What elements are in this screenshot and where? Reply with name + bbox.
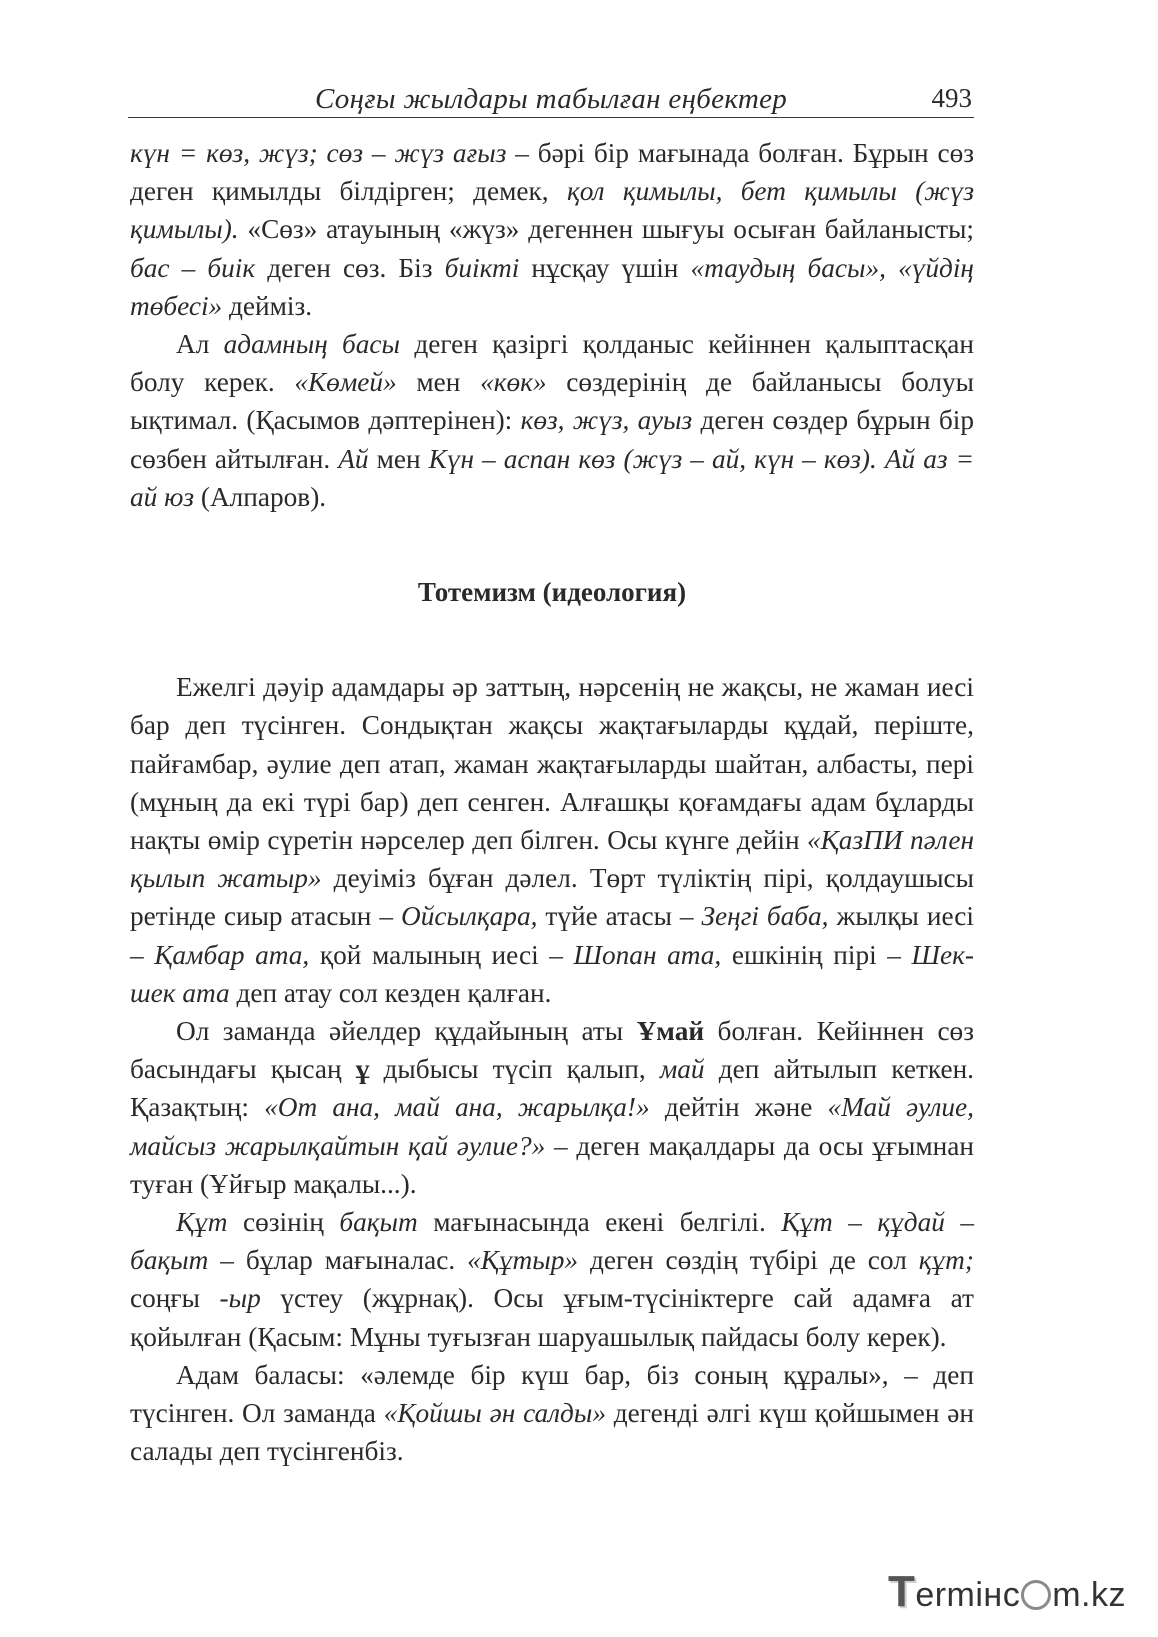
- watermark-text-part1: ermінс: [915, 1576, 1021, 1614]
- text-run: «Сөз» атауының «жүз» дегеннен шығуы осыған байланысты;: [238, 214, 974, 245]
- text-run: деген сөздің түбірі де сол: [578, 1245, 919, 1276]
- italic-text: Ай: [338, 443, 369, 474]
- text-run: Ежелгі дәуір адамдары әр заттың, нәрсенің не жақсы, не жаман иесі бар деп түсінген. Сондықтан жақсы жақтағыларды құдай, періште, пайғамбар, әулие деп атап, жаман жақтағыларды шайтан, албасты, пері (мұның да екі түрі бар) деп сенген. Алғашқы қоғамдағы адам бұларды нақты өмір сүретін нәрселер деп білген. Осы күнге дейін: [130, 672, 974, 856]
- text-run: нұсқау үшін: [519, 252, 691, 283]
- text-run: деген сөз. Біз: [255, 252, 445, 283]
- text-run: – деген мақалдары да осы ұғымнан туған (Ұйғыр мақалы...).: [130, 1130, 975, 1199]
- text-run: Ол заманда әйелдер құдайының аты: [176, 1016, 637, 1047]
- text-run: деп айтылып кеткен. Қазақтың:: [130, 1054, 975, 1123]
- italic-text: Шек-шек ата: [130, 939, 974, 1008]
- italic-text: көз, жүз, ауыз: [520, 405, 693, 436]
- italic-text: қол қимылы, бет қимылы (жүз қимылы).: [130, 176, 974, 245]
- text-run: мен: [396, 367, 481, 398]
- italic-text: бас – биік: [130, 252, 256, 283]
- running-header: [128, 79, 974, 118]
- italic-text: Ойсылқара,: [401, 901, 538, 932]
- section-heading: [130, 573, 974, 611]
- text-run: бәрі бір мағынада болған. Бұрын сөз деген қимылды білдірген; демек,: [130, 138, 974, 207]
- italic-text: «ҚазПИ пәлен қылып жатыр»: [130, 825, 974, 894]
- text-run: мағынасында екені белгілі.: [417, 1207, 782, 1238]
- italic-text: құт;: [918, 1245, 974, 1276]
- italic-text: «Май әулие, майсыз жарылқайтын қай әулие?»: [130, 1092, 974, 1161]
- text-run: дегенді әлгі күш қойшымен ән салады деп түсінгенбіз.: [130, 1398, 975, 1467]
- text-run: ешкінің пірі –: [721, 939, 912, 970]
- running-title: Соңғы жылдары табылған еңбектер: [314, 83, 788, 115]
- text-run: соңғы: [130, 1283, 220, 1314]
- italic-text: Шопан ата,: [573, 939, 722, 970]
- text-run: Ал: [176, 329, 224, 360]
- italic-text: «Құтыр»: [467, 1245, 579, 1276]
- watermark-text-part2: m.kz: [1052, 1576, 1126, 1614]
- text-run: болған. Кейіннен сөз басындағы қысаң: [130, 1016, 974, 1085]
- text-run: жылқы иесі –: [130, 901, 974, 970]
- italic-text: «От ана, май ана, жарылқа!»: [264, 1092, 650, 1123]
- text-run: сөзінің: [227, 1207, 340, 1238]
- italic-text: бақыт: [339, 1207, 418, 1238]
- text-run: дыбысы түсіп қалып,: [369, 1054, 660, 1085]
- italic-text: «көк»: [480, 367, 547, 398]
- watermark-t-letter: T: [887, 1567, 916, 1616]
- italic-text: Зеңгі баба,: [701, 901, 829, 932]
- italic-text: Құт: [176, 1207, 228, 1238]
- text-run: деген сөздер бұрын бір сөзбен айтылған.: [130, 405, 974, 474]
- italic-text: май: [659, 1054, 705, 1085]
- termincom-watermark: [888, 1567, 1126, 1617]
- page-body: [130, 134, 974, 1471]
- page-number: 493: [931, 83, 972, 113]
- text-run: түйе атасы –: [537, 901, 702, 932]
- text-run: (Алпаров).: [194, 481, 327, 512]
- text-run: мен: [368, 443, 429, 474]
- text-run: – бұлар мағыналас.: [208, 1245, 468, 1276]
- italic-text: Құт – құдай – бақыт: [130, 1207, 974, 1276]
- text-run: дейтін және: [649, 1092, 828, 1123]
- text-run: деуіміз бұған дәлел. Төрт түліктің пірі, қолдаушысы ретінде сиыр атасын –: [130, 863, 974, 932]
- italic-text: «Көмей»: [294, 367, 397, 398]
- text-run: сөздерінің де байланысы болуы ықтимал. (Қасымов дәптерінен):: [130, 367, 974, 436]
- text-run: дейміз.: [222, 290, 313, 321]
- bold-text: ұ: [355, 1054, 370, 1085]
- text-run: Адам баласы: «әлемде бір күш бар, біз соның құралы», – деп түсінген. Ол заманда: [130, 1359, 974, 1429]
- bold-text: Ұмай: [636, 1016, 705, 1047]
- italic-text: Күн – аспан көз (жүз – ай, күн – көз). Ай аз = ай юз: [130, 443, 974, 512]
- text-run: деп атау сол кезден қалған.: [229, 977, 552, 1008]
- italic-text: «Қойшы ән салды»: [383, 1398, 606, 1429]
- text-run: деген қазіргі қолданыс кейіннен қалыптасқан болу керек.: [130, 329, 974, 398]
- body-paragraph: [130, 1356, 974, 1471]
- italic-text: -ыр: [219, 1283, 261, 1314]
- body-paragraph: [130, 325, 974, 516]
- italic-text: күн = көз, жүз; сөз – жүз ағыз –: [130, 138, 529, 168]
- body-paragraph: [130, 668, 974, 1012]
- watermark-circle-icon: [1021, 1580, 1051, 1610]
- body-paragraph: [130, 1203, 974, 1356]
- text-run: қой малының иесі –: [309, 939, 574, 970]
- body-paragraph: [130, 134, 974, 325]
- text-run: үстеу (жұрнақ). Осы ұғым-түсініктерге сай адамға ат қойылған (Қасым: Мұны туғызған шаруашылық пайдасы болу керек).: [130, 1283, 974, 1352]
- italic-text: адамның басы: [223, 329, 401, 360]
- text-run: Тотемизм (идеология): [417, 577, 687, 608]
- body-paragraph: [130, 1012, 974, 1203]
- italic-text: биікті: [444, 252, 520, 283]
- italic-text: Қамбар ата,: [154, 939, 310, 970]
- italic-text: «таудың басы», «үйдің төбесі»: [130, 252, 974, 321]
